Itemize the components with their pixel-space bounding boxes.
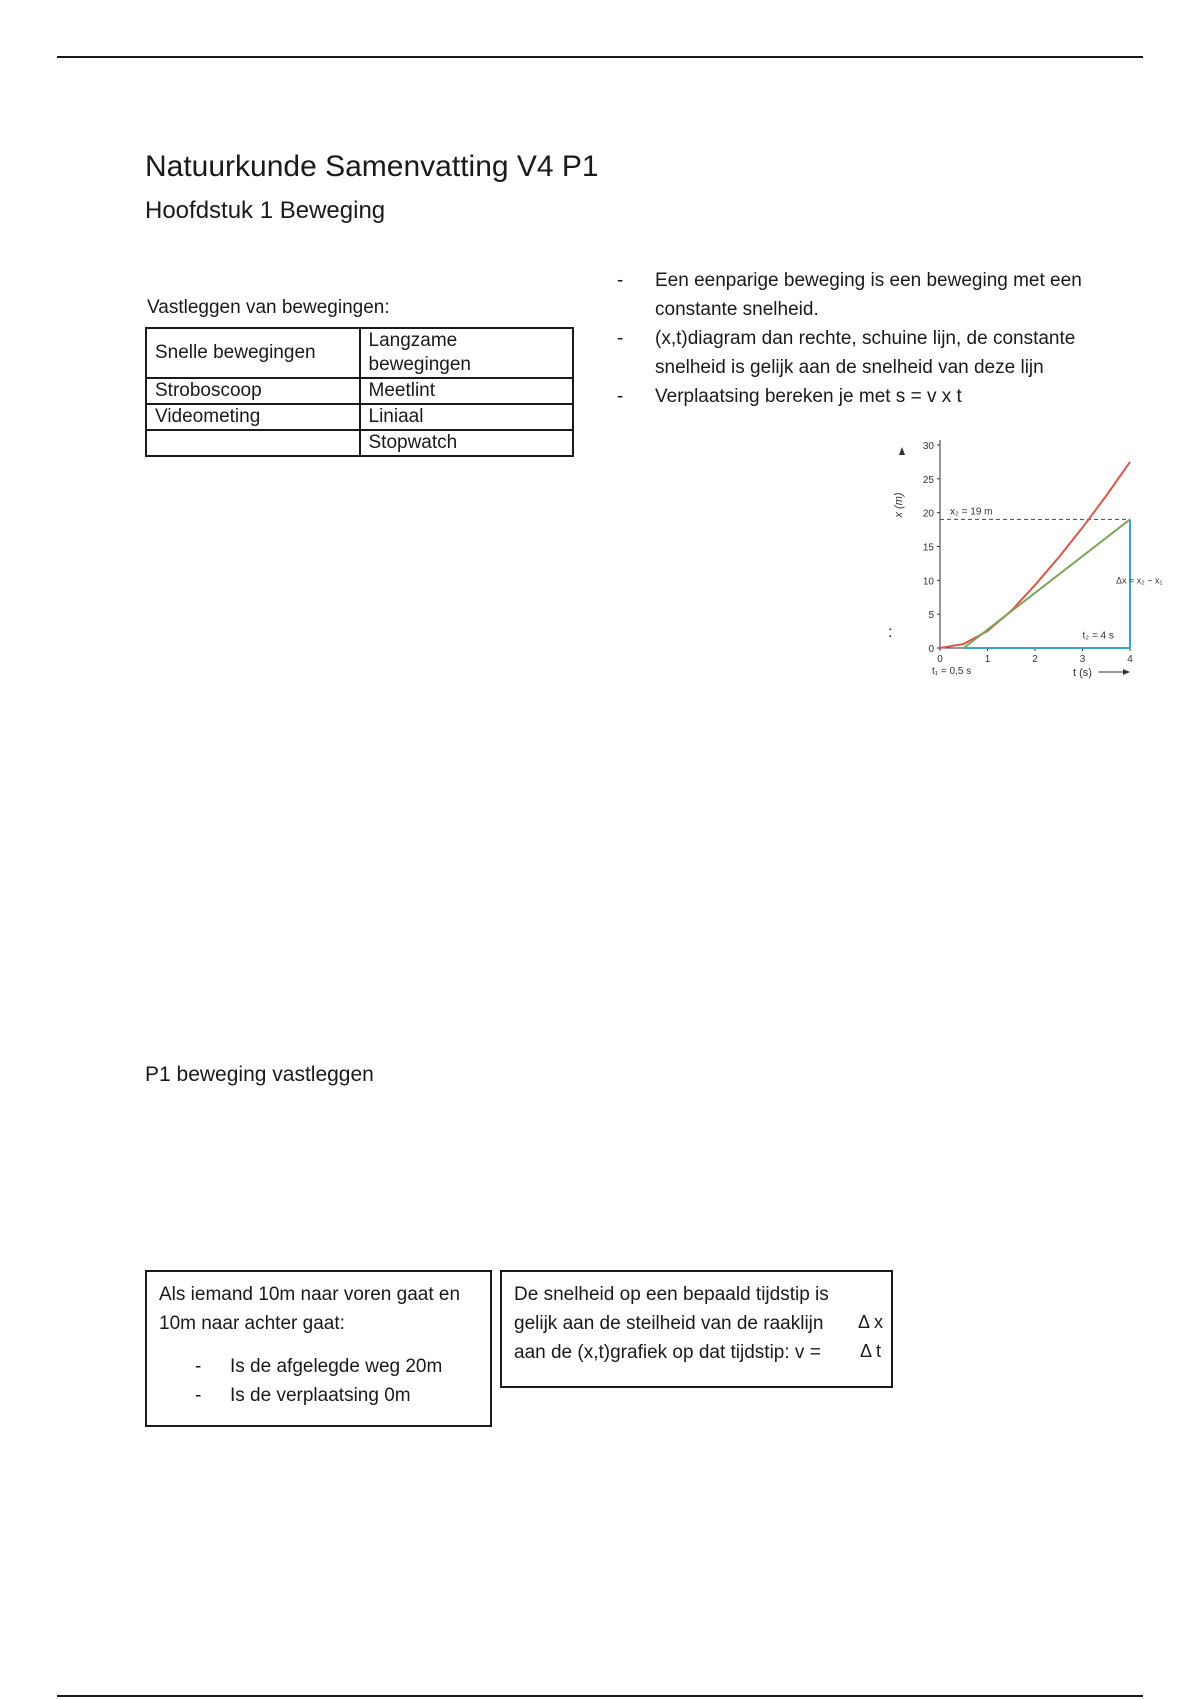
table-header-cell: Langzame bewegingen (360, 328, 574, 378)
chapter-subtitle: Hoofdstuk 1 Beweging (145, 197, 386, 224)
x-tick-label: 2 (1032, 654, 1038, 665)
distance-displacement-box (145, 1270, 492, 1427)
table-row (146, 404, 573, 430)
x-axis-arrow (1123, 669, 1130, 675)
velocity-fraction (858, 1308, 883, 1366)
table-header-row (146, 328, 573, 378)
fraction-numerator: Δ x (857, 1312, 883, 1332)
y-axis-arrow (899, 447, 905, 455)
y-ticks (923, 441, 940, 655)
annotation-t2: t₂ = 4 s (1082, 630, 1114, 642)
list-item: - (x,t)diagram dan rechte, schuine lijn, de constante snelheid is gelijk aan de snelheid van deze lijn (615, 324, 1115, 382)
table-header-cell: Snelle bewegingen (146, 328, 360, 378)
x-tick-label: 3 (1079, 654, 1086, 665)
fraction-denominator: Δ t (859, 1341, 881, 1361)
x-tick-label: 0 (937, 654, 943, 665)
velocity-definition-box (500, 1270, 893, 1388)
x-axis-label: t (s) (1073, 667, 1092, 679)
list-item: - Is de afgelegde weg 20m (159, 1352, 478, 1381)
list-item: - Is de verplaatsing 0m (159, 1381, 478, 1410)
colon-mark: : (888, 624, 893, 641)
x-tick-label: 4 (1127, 654, 1133, 665)
page-title: Natuurkunde Samenvatting V4 P1 (145, 150, 599, 183)
box-list (159, 1352, 478, 1410)
table-cell: Meetlint (360, 378, 574, 404)
bottom-rule (57, 1695, 1143, 1697)
y-tick-label: 5 (928, 610, 934, 622)
table-cell (146, 430, 360, 456)
x-ticks (937, 648, 1133, 665)
table-cell: Stroboscoop (146, 378, 360, 404)
series-line-green (964, 519, 1130, 648)
motion-recording-table (145, 327, 574, 457)
series-line-red (940, 462, 1130, 648)
y-tick-label: 25 (922, 474, 934, 486)
top-rule (57, 56, 1143, 58)
table-row (146, 378, 573, 404)
annotation-t1: t₁ = 0,5 s (932, 666, 972, 677)
y-tick-label: 15 (922, 542, 934, 554)
y-tick-label: 0 (928, 644, 934, 655)
x-tick-label: 1 (984, 654, 991, 665)
list-item: - Een eenparige beweging is een beweging met een constante snelheid. (615, 266, 1115, 324)
facts-list (615, 266, 1115, 411)
list-item: - Verplaatsing bereken je met s = v x t (615, 382, 1115, 411)
table-caption: Vastleggen van bewegingen: (147, 297, 390, 318)
y-tick-label: 20 (922, 508, 934, 520)
y-tick-label: 10 (922, 576, 934, 588)
section-title: P1 beweging vastleggen (145, 1063, 374, 1086)
box-intro: Als iemand 10m naar voren gaat en 10m naar achter gaat: (159, 1284, 461, 1334)
y-tick-label: 30 (922, 441, 934, 452)
table-cell: Liniaal (360, 404, 574, 430)
annotation-dx: Δx = x₂ − x₁ (1116, 575, 1163, 586)
table-cell: Stopwatch (360, 430, 574, 456)
y-axis-label: x (m) (893, 492, 905, 518)
table-row (146, 430, 573, 456)
xt-diagram (885, 430, 1200, 685)
annotation-x2: x₂ = 19 m (950, 506, 993, 518)
box-text: De snelheid op een bepaald tijdstip is gelijk aan de steilheid van de raaklijn aan de (x,t)grafiek op dat tijdstip: v = (514, 1284, 829, 1363)
table-cell: Videometing (146, 404, 360, 430)
